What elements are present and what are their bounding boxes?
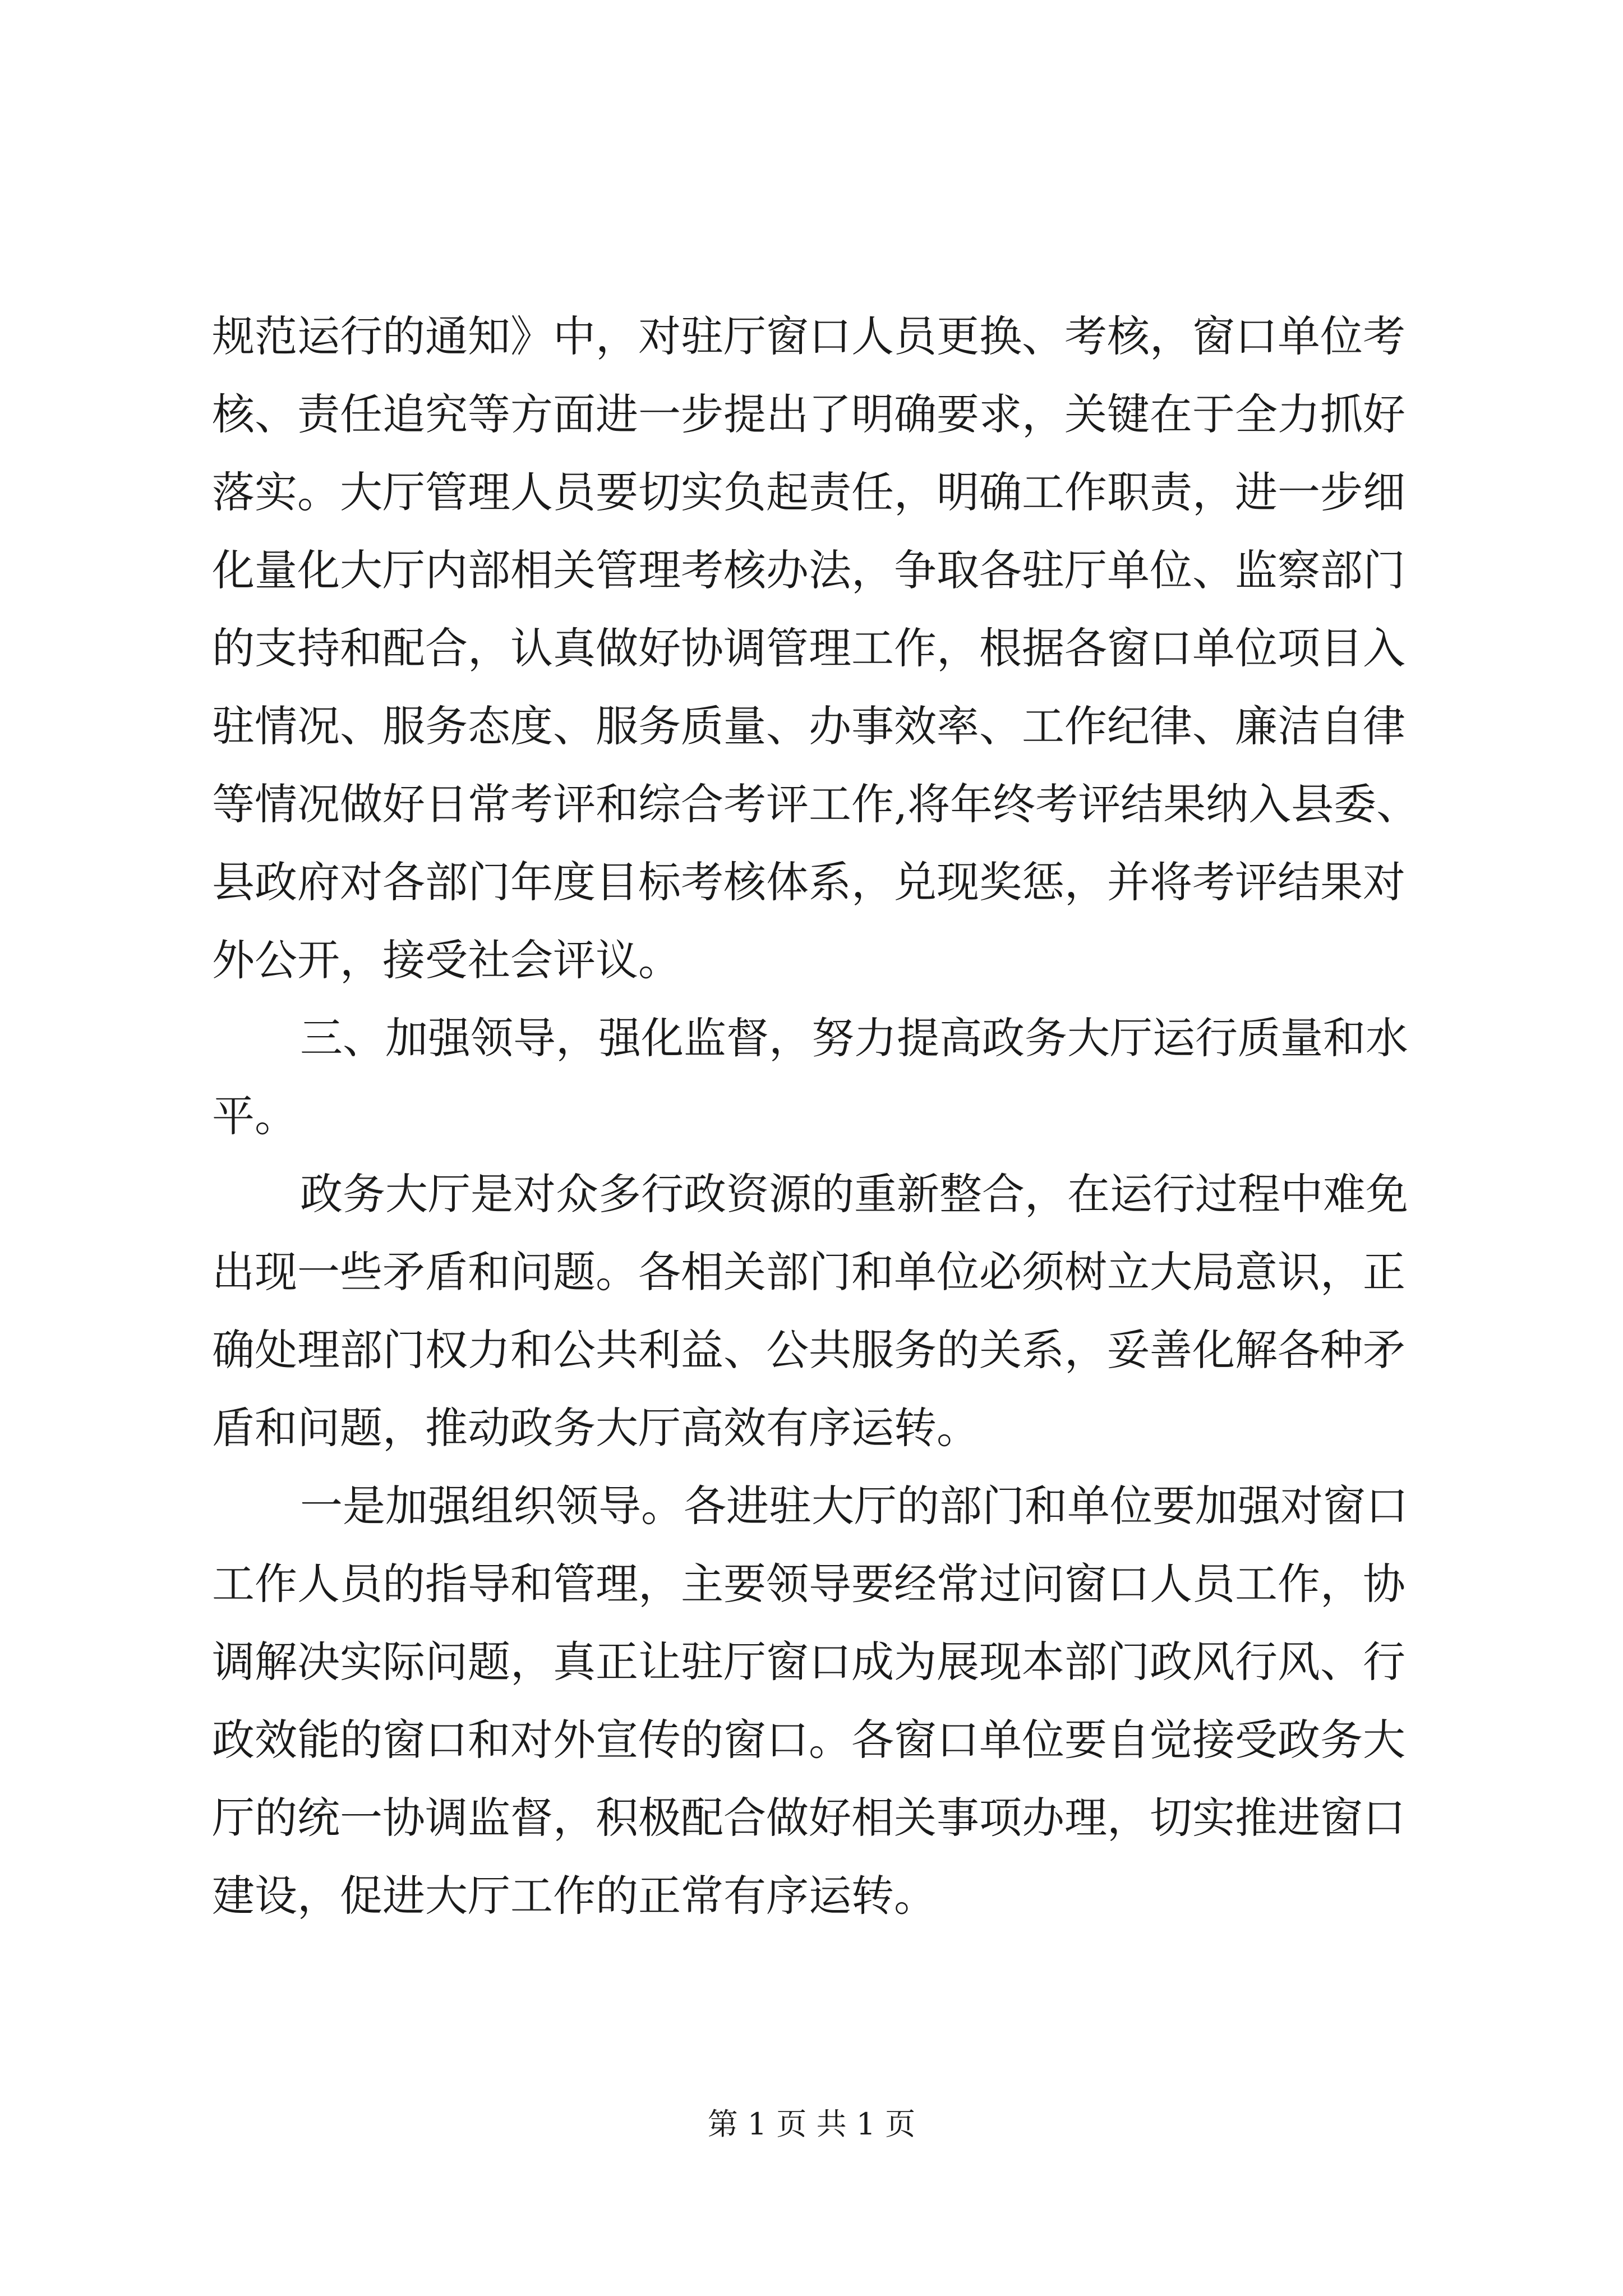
body-text-line: 盾和问题，推动政务大厅高效有序运转。 (212, 1403, 979, 1453)
body-text-line: 建设，促进大厅工作的正常有序运转。 (212, 1871, 937, 1921)
body-text-line: 等情况做好日常考评和综合考评工作,将年终考评结果纳入县委、 (212, 779, 1419, 829)
body-text-line: 政效能的窗口和对外宣传的窗口。各窗口单位要自觉接受政务大 (212, 1715, 1405, 1765)
body-text-line: 出现一些矛盾和问题。各相关部门和单位必须树立大局意识，正 (212, 1247, 1405, 1297)
body-text-line: 厅的统一协调监督，积极配合做好相关事项办理，切实推进窗口 (212, 1793, 1405, 1843)
body-text-line: 规范运行的通知》中，对驻厅窗口人员更换、考核，窗口单位考 (212, 311, 1405, 361)
body-text-line: 的支持和配合，认真做好协调管理工作，根据各窗口单位项目入 (212, 623, 1405, 673)
body-text-line: 核、责任追究等方面进一步提出了明确要求，关键在于全力抓好 (212, 389, 1405, 439)
body-text-line: 调解决实际问题，真正让驻厅窗口成为展现本部门政风行风、行 (212, 1637, 1405, 1687)
page-footer: 第 1 页 共 1 页 (707, 2106, 916, 2142)
body-text-line: 化量化大厅内部相关管理考核办法，争取各驻厅单位、监察部门 (212, 545, 1405, 595)
body-text-line: 一是加强组织领导。各进驻大厅的部门和单位要加强对窗口 (300, 1481, 1408, 1531)
body-text-line: 驻情况、服务态度、服务质量、办事效率、工作纪律、廉洁自律 (212, 701, 1405, 751)
body-text-line: 外公开，接受社会评议。 (212, 935, 681, 985)
body-text-line: 落实。大厅管理人员要切实负起责任，明确工作职责，进一步细 (212, 467, 1405, 517)
section-heading-line: 平。 (212, 1091, 297, 1141)
body-text-line: 县政府对各部门年度目标考核体系，兑现奖惩，并将考评结果对 (212, 857, 1405, 907)
body-text-line: 确处理部门权力和公共利益、公共服务的关系，妥善化解各种矛 (212, 1325, 1405, 1375)
body-text-line: 政务大厅是对众多行政资源的重新整合，在运行过程中难免 (300, 1169, 1408, 1219)
section-heading-line: 三、加强领导，强化监督，努力提高政务大厅运行质量和水 (300, 1013, 1408, 1063)
body-text-line: 工作人员的指导和管理，主要领导要经常过问窗口人员工作，协 (212, 1559, 1405, 1609)
